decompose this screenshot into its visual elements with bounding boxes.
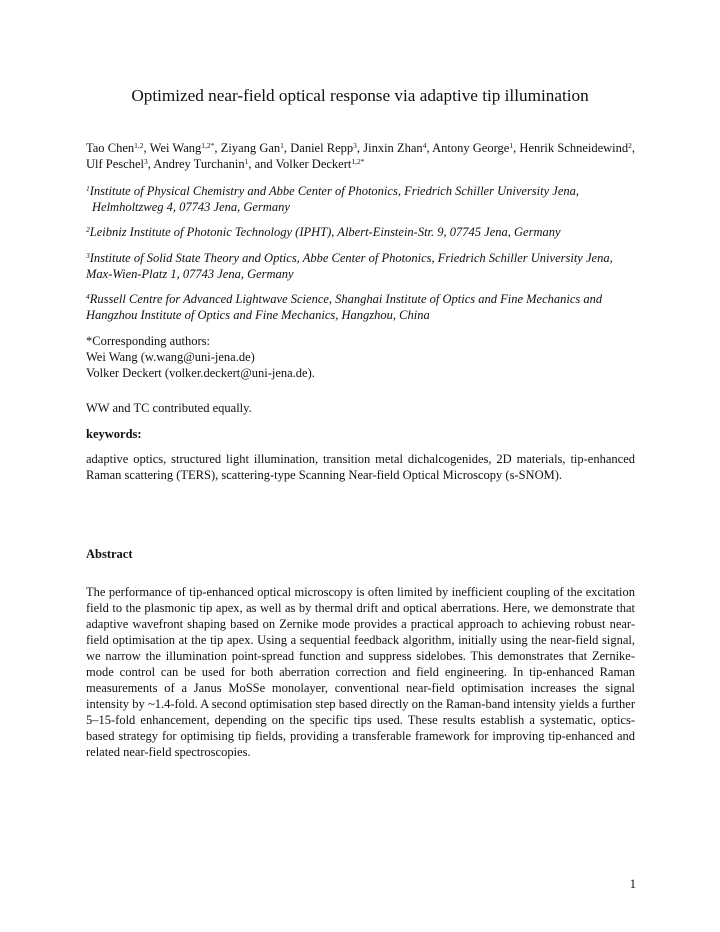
abstract-heading: Abstract [86,547,133,561]
corresponding-heading: *Corresponding authors: [86,334,210,348]
author: Volker Deckert$^{1,2*}$ [275,157,365,171]
contribution-note: WW and TC contributed equally. [86,401,252,415]
paper-title: Optimized near-field optical response via adaptive tip illumination [131,86,589,105]
author: Andrey Turchanin$^1$, and [153,157,276,171]
author: Tao Chen$^{1,2}$, [86,141,150,155]
author: Jinxin Zhan$^4$, [363,141,433,155]
affiliation-2: $^2$Leibniz Institute of Photonic Technology (IPHT), Albert-Einstein-Str. 9, 07745 Jena, Germany [86,225,561,239]
author: Ziyang Gan$^1$, [220,141,291,155]
author: Ulf Peschel$^3$, [86,157,154,171]
author: Daniel Repp$^3$, [290,141,364,155]
affiliation-1: $^1$Institute of Physical Chemistry and Abbe Center of Photonics, Friedrich Schiller University Jena, Helmholtzweg 4, 07743 Jena, Germany [86,184,580,214]
corresponding-author-1: Wei Wang (w.wang@uni-jena.de) [86,350,255,364]
page-number: 1 [629,877,636,891]
affiliation-3: $^3$Institute of Solid State Theory and Optics, Abbe Center of Photonics, Friedrich Schiller University Jena, Max-Wien-Platz 1, 07743 Jena, Germany [86,251,613,281]
corresponding-author-2: Volker Deckert (volker.deckert@uni-jena.de). [86,366,315,380]
author: Antony George$^1$, [432,141,520,155]
affiliation-4: $^4$Russell Centre for Advanced Lightwave Science, Shanghai Institute of Optics and Fine Mechanics and Hangzhou Institute of Optics and Fine Mechanics, Hangzhou, China [86,292,603,322]
abstract-text: The performance of tip-enhanced optical microscopy is often limited by inefficient coupling of the excitation field to the plasmonic tip apex, as well as by thermal drift and optical aberrations. Here, we demonstrate that adaptive wavefront shaping based on Zernike mode provides a practical approach to achieving robust near-field optimisation at the tip apex. Using a sequential feedback algorithm, initially using the near-field signal, we narrow the illumination point-spread function and suppress sidelobes. This demonstrates that Zernike-mode control can be used for both aberration correction and field engineering. In tip-enhanced Raman measurements of a Janus MoSSe monolayer, conventional near-field optimisation increases the signal intensity by ~1.4-fold. A second optimisation step based directly on the Raman-band intensity yields a further 5–15-fold enhancement, depending on the specific tips used. These results establish a systematic, optics-based strategy for optimising tip fields, providing a transferable framework for improving tip-enhanced and related near-field spectroscopies. [86,585,635,759]
corresponding-authors [86,333,635,381]
keywords-text: adaptive optics, structured light illumination, transition metal dichalcogenides, 2D materials, tip-enhanced Raman scattering (TERS), scattering-type Scanning Near-field Optical Microscopy (s-SNOM). [86,452,635,482]
author-list [86,140,635,172]
author: Henrik Schneidewind$^2$, [519,141,636,155]
author: Wei Wang$^{1,2*}$, [149,141,221,155]
keywords-heading: keywords: [86,427,142,441]
